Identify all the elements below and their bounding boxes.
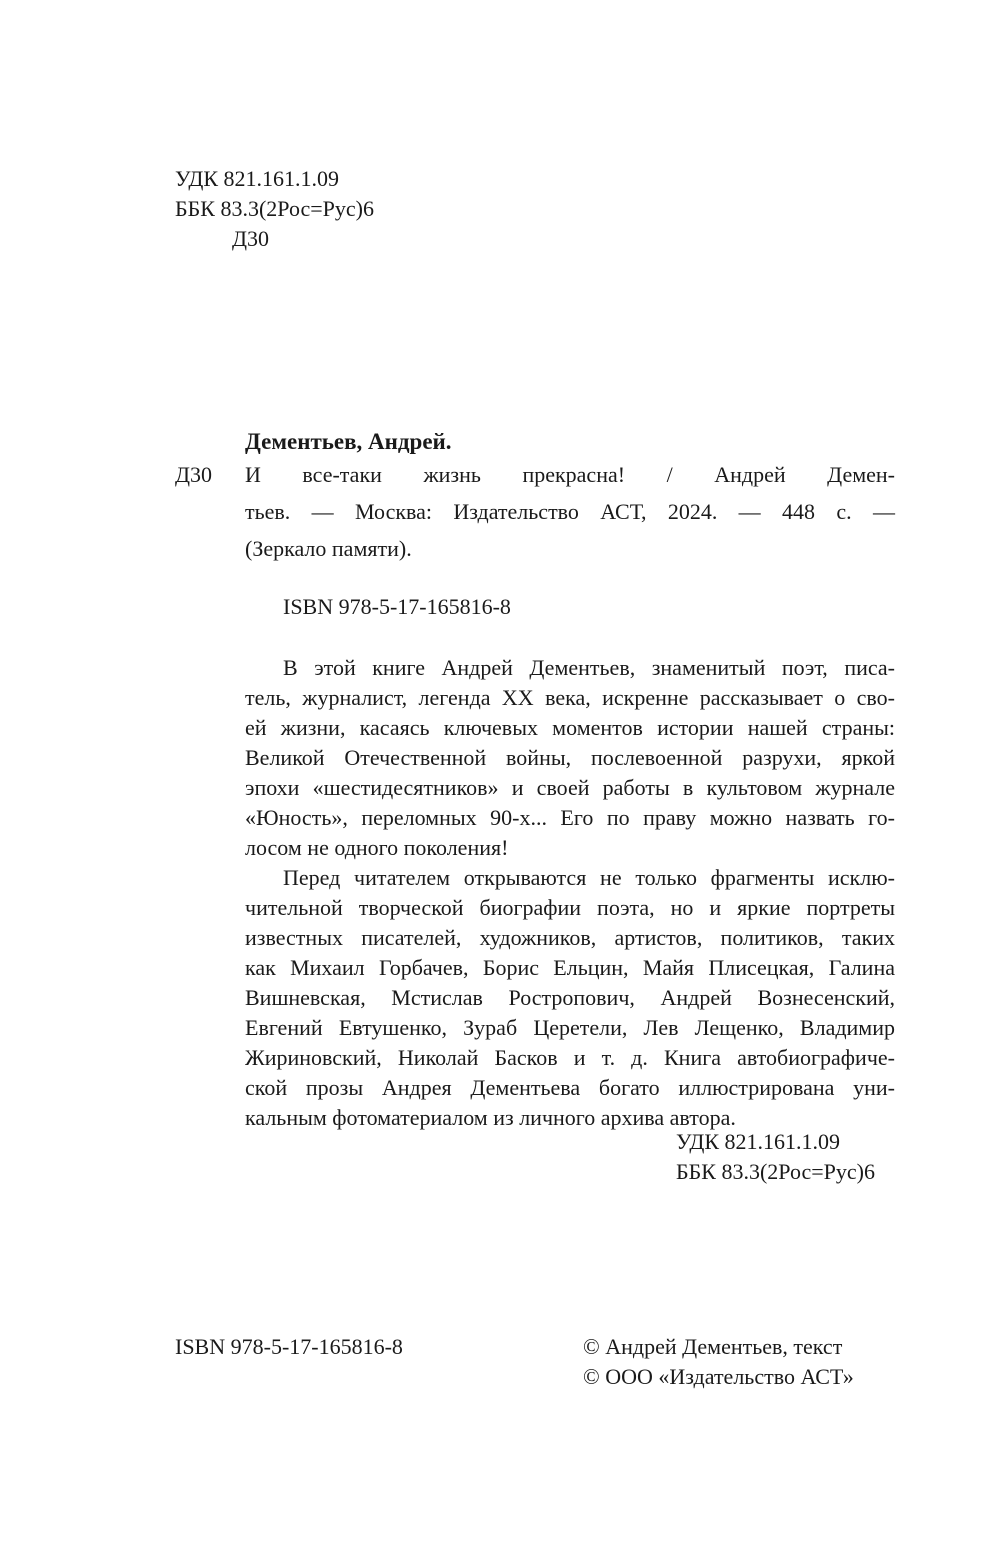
- copyright-publisher: © ООО «Издательство АСТ»: [583, 1364, 854, 1389]
- bibliographic-line: тьев. — Москва: Издательство АСТ, 2024. — 448 с. —: [245, 499, 895, 524]
- card-udk-code: УДК 821.161.1.09: [676, 1129, 841, 1154]
- annotation-line: лосом не одного поколения!: [245, 835, 509, 860]
- annotation-line: Великой Отечественной войны, послевоенной разрухи, яркой: [245, 745, 895, 770]
- bbk-code: ББК 83.3(2Рос=Рус)6: [175, 196, 374, 221]
- card-isbn: ISBN 978-5-17-165816-8: [283, 594, 511, 619]
- annotation-line: ей жизни, касаясь ключевых моментов истории нашей страны:: [245, 715, 895, 740]
- bibliographic-line: (Зеркало памяти).: [245, 536, 412, 561]
- copyright-author: © Андрей Дементьев, текст: [583, 1334, 843, 1359]
- annotation-line: Евгений Евтушенко, Зураб Церетели, Лев Лещенко, Владимир: [245, 1015, 895, 1040]
- annotation-line: эпохи «шестидесятников» и своей работы в культовом журнале: [245, 775, 895, 800]
- annotation-line: ской прозы Андрея Дементьева богато иллюстрирована уни-: [245, 1075, 895, 1100]
- bibliographic-line: И все-таки жизнь прекрасна! / Андрей Демен-: [245, 462, 895, 487]
- card-bbk-code: ББК 83.3(2Рос=Рус)6: [676, 1159, 875, 1184]
- annotation-line: чительной творческой биографии поэта, но и яркие портреты: [245, 895, 895, 920]
- udk-code: УДК 821.161.1.09: [175, 166, 340, 191]
- annotation-line: «Юность», переломных 90-х... Его по праву можно назвать го-: [245, 805, 895, 830]
- author-code: Д30: [232, 226, 270, 251]
- annotation-line: тель, журналист, легенда XX века, искренне рассказывает о сво-: [245, 685, 895, 710]
- footer-isbn: ISBN 978-5-17-165816-8: [175, 1334, 403, 1359]
- card-author-code: Д30: [175, 462, 213, 487]
- annotation-line: Перед читателем открываются не только фрагменты исклю-: [283, 865, 895, 890]
- annotation-line: кальным фотоматериалом из личного архива автора.: [245, 1105, 736, 1130]
- author-heading: Дементьев, Андрей.: [245, 429, 452, 454]
- annotation-line: В этой книге Андрей Дементьев, знаменитый поэт, писа-: [283, 655, 895, 680]
- annotation-line: Вишневская, Мстислав Ростропович, Андрей Вознесенский,: [245, 985, 895, 1010]
- annotation-line: как Михаил Горбачев, Борис Ельцин, Майя Плисецкая, Галина: [245, 955, 895, 980]
- annotation-line: известных писателей, художников, артистов, политиков, таких: [245, 925, 895, 950]
- annotation-line: Жириновский, Николай Басков и т. д. Книга автобиографиче-: [245, 1045, 895, 1070]
